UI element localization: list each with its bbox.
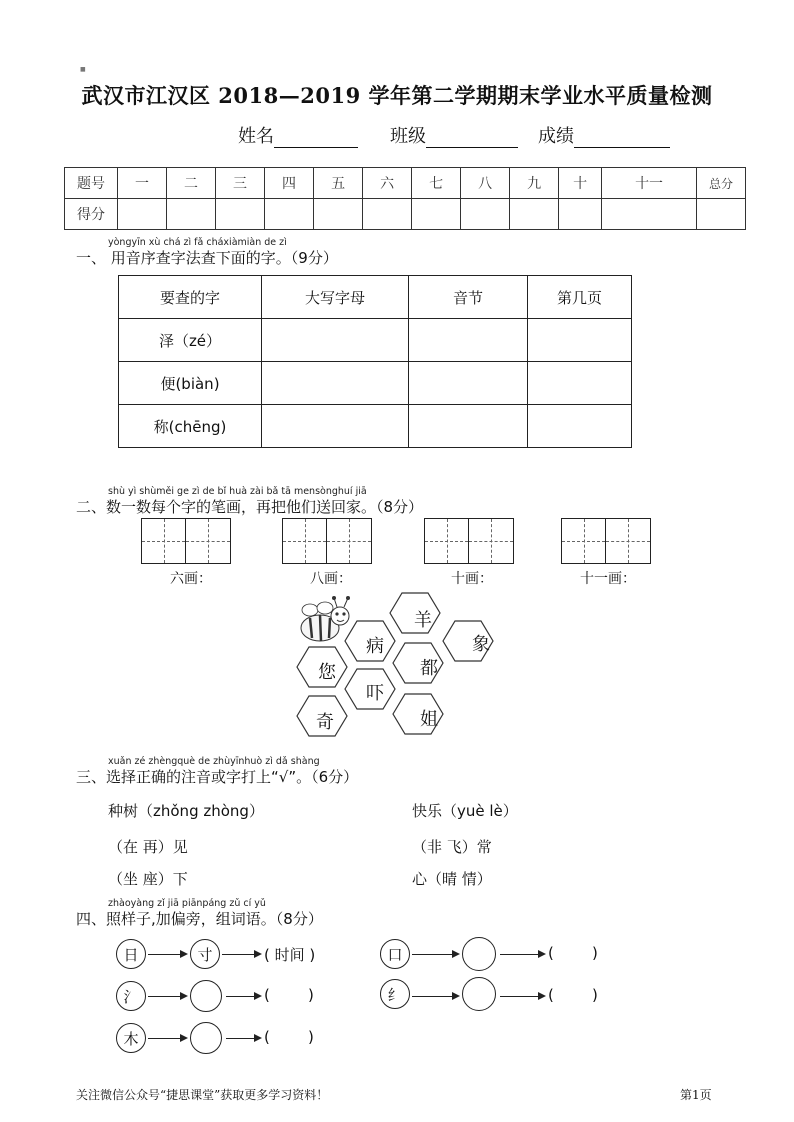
q3-item[interactable]: （非 飞）常 (412, 838, 492, 856)
answer-cell[interactable] (262, 362, 409, 405)
writing-grid-8[interactable] (282, 518, 372, 564)
class-label: 班级 (390, 126, 426, 147)
answer-cell[interactable] (409, 362, 528, 405)
hex-char-nin[interactable]: 您 (318, 662, 336, 683)
lookup-header-row (119, 276, 632, 319)
footer-note: 关注微信公众号“捷思课堂”获取更多学习资料！ (76, 1088, 329, 1102)
q4-text: 照样子,加偏旁，组词语。（8分） (106, 910, 323, 928)
radical-circle-mu: 木 (116, 1023, 146, 1053)
grid-cell[interactable] (562, 519, 606, 563)
grid-label-6: 六画： (170, 571, 212, 587)
name-field[interactable] (238, 122, 358, 148)
q3-text: 选择正确的注音或字打上“√”。（6分） (106, 768, 359, 786)
table-cell: 得分 (65, 199, 118, 230)
arrow-icon (148, 1038, 186, 1039)
score-label: 成绩 (538, 126, 574, 147)
answer-circle[interactable] (462, 937, 496, 971)
hex-char-bing[interactable]: 病 (366, 636, 384, 657)
arrow-icon (226, 1038, 260, 1039)
name-blank[interactable] (274, 129, 358, 148)
score-cell[interactable] (602, 199, 697, 230)
q1-pinyin: yòngyīn xù chá zì fǎ cháxiàmiàn de zì (108, 237, 287, 248)
score-blank[interactable] (574, 129, 670, 148)
q2-number: 二、 (76, 498, 107, 516)
grid-cell[interactable] (283, 519, 327, 563)
arrow-icon (412, 996, 458, 997)
answer-cell[interactable] (262, 319, 409, 362)
table-header: 大写字母 (262, 276, 409, 319)
example-word: ( 时间 ) (264, 946, 316, 964)
arrow-icon (148, 954, 186, 955)
radical-circle-si: 纟 (380, 979, 410, 1009)
bee-icon (301, 596, 350, 641)
writing-grid-6[interactable] (141, 518, 231, 564)
answer-cell[interactable] (528, 319, 632, 362)
score-cell[interactable] (412, 199, 461, 230)
hex-char-jie[interactable]: 姐 (420, 709, 438, 730)
answer-cell[interactable] (409, 405, 528, 448)
q4-number: 四、 (76, 910, 107, 928)
lookup-char: 泽（zé） (119, 319, 262, 362)
q2-text: 数一数每个字的笔画，再把他们送回家。（8分） (106, 498, 424, 516)
answer-circle[interactable] (190, 1022, 222, 1054)
answer-cell[interactable] (409, 319, 528, 362)
answer-cell[interactable] (528, 362, 632, 405)
answer-circle[interactable] (190, 980, 222, 1012)
hex-char-yang[interactable]: 羊 (414, 610, 432, 631)
arrow-icon (222, 954, 260, 955)
table-cell: 三 (216, 168, 265, 199)
table-row (119, 362, 632, 405)
q3-item[interactable]: 快乐（yuè lè） (412, 802, 518, 820)
answer-circle[interactable] (462, 977, 496, 1011)
table-cell: 十 (559, 168, 602, 199)
grid-cell[interactable] (327, 519, 371, 563)
q3-item[interactable]: （坐 座）下 (108, 870, 188, 888)
table-row (119, 319, 632, 362)
grid-cell[interactable] (469, 519, 513, 563)
class-field[interactable] (390, 122, 518, 148)
arrow-icon (500, 996, 544, 997)
table-cell: 六 (363, 168, 412, 199)
question-number-row (65, 168, 746, 199)
table-header: 第几页 (528, 276, 632, 319)
grid-label-8: 八画： (310, 571, 352, 587)
table-cell: 总分 (697, 168, 746, 199)
score-cell[interactable] (167, 199, 216, 230)
q3-pinyin: xuǎn zé zhèngquè de zhùyīnhuò zì dǎ shàng (108, 756, 320, 767)
writing-grid-10[interactable] (424, 518, 514, 564)
table-row (119, 405, 632, 448)
hex-char-dou[interactable]: 都 (420, 658, 438, 679)
table-cell: 十一 (602, 168, 697, 199)
answer-paren[interactable]: ( ) (548, 944, 598, 962)
arrow-icon (226, 996, 260, 997)
score-row (65, 199, 746, 230)
q3-heading (76, 766, 358, 787)
lookup-table (118, 275, 632, 448)
grid-cell[interactable] (186, 519, 230, 563)
q1-number: 一、 (76, 249, 107, 267)
table-cell: 一 (118, 168, 167, 199)
arrow-icon (500, 954, 544, 955)
q2-pinyin: shù yì shùměi ge zì de bǐ huà zài bǎ tā mensònghuí jiā (108, 486, 367, 497)
q4-pinyin: zhàoyàng zǐ jiā piānpáng zǔ cí yǔ (108, 898, 266, 909)
score-cell[interactable] (461, 199, 510, 230)
answer-paren[interactable]: ( ) (264, 986, 314, 1004)
table-header: 要查的字 (119, 276, 262, 319)
radical-circle-ri: 日 (116, 939, 146, 969)
lookup-char: 便(biàn) (119, 362, 262, 405)
q3-item[interactable]: （在 再）见 (108, 838, 188, 856)
grid-label-11: 十一画： (580, 571, 636, 587)
score-cell[interactable] (697, 199, 746, 230)
answer-cell[interactable] (262, 405, 409, 448)
score-cell[interactable] (265, 199, 314, 230)
score-field[interactable] (538, 122, 670, 148)
answer-cell[interactable] (528, 405, 632, 448)
score-table (64, 167, 746, 230)
q1-text: 用音序查字法查下面的字。（9分） (110, 249, 338, 267)
arrow-icon (148, 996, 186, 997)
grid-label-10: 十画： (451, 571, 493, 587)
table-cell: 四 (265, 168, 314, 199)
class-blank[interactable] (426, 129, 518, 148)
score-cell[interactable] (216, 199, 265, 230)
radical-circle-shui: 氵 (116, 981, 146, 1011)
lookup-char: 称(chēng) (119, 405, 262, 448)
table-cell: 二 (167, 168, 216, 199)
grid-cell[interactable] (425, 519, 469, 563)
answer-paren[interactable]: ( ) (548, 986, 598, 1004)
corner-mark: ■ (80, 66, 86, 73)
writing-grid-11[interactable] (561, 518, 651, 564)
hex-char-xia[interactable]: 吓 (366, 683, 384, 704)
score-cell[interactable] (118, 199, 167, 230)
hex-char-qi[interactable]: 奇 (316, 712, 334, 733)
table-cell: 题号 (65, 168, 118, 199)
grid-cell[interactable] (606, 519, 650, 563)
page-title: 武汉市江汉区 2018—2019 学年第二学期期末学业水平质量检测 (81, 83, 713, 108)
grid-cell[interactable] (142, 519, 186, 563)
name-label: 姓名 (238, 126, 274, 147)
q3-item[interactable]: 心（晴 情） (412, 870, 492, 888)
table-cell: 八 (461, 168, 510, 199)
q2-heading (76, 496, 423, 517)
q4-heading (76, 908, 323, 929)
table-header: 音节 (409, 276, 528, 319)
q3-item[interactable]: 种树（zhǒng zhòng） (108, 802, 264, 820)
arrow-icon (412, 954, 458, 955)
score-cell[interactable] (314, 199, 363, 230)
score-cell[interactable] (510, 199, 559, 230)
q3-number: 三、 (76, 768, 107, 786)
radical-circle-kou: 口 (380, 939, 410, 969)
score-cell[interactable] (559, 199, 602, 230)
table-cell: 五 (314, 168, 363, 199)
table-cell: 七 (412, 168, 461, 199)
page-number: 第1页 (680, 1088, 712, 1102)
hex-char-xiang[interactable]: 象 (472, 634, 490, 655)
answer-paren[interactable]: ( ) (264, 1028, 314, 1046)
table-cell: 九 (510, 168, 559, 199)
score-cell[interactable] (363, 199, 412, 230)
part-circle-cun: 寸 (190, 939, 220, 969)
q1-heading (76, 247, 338, 268)
